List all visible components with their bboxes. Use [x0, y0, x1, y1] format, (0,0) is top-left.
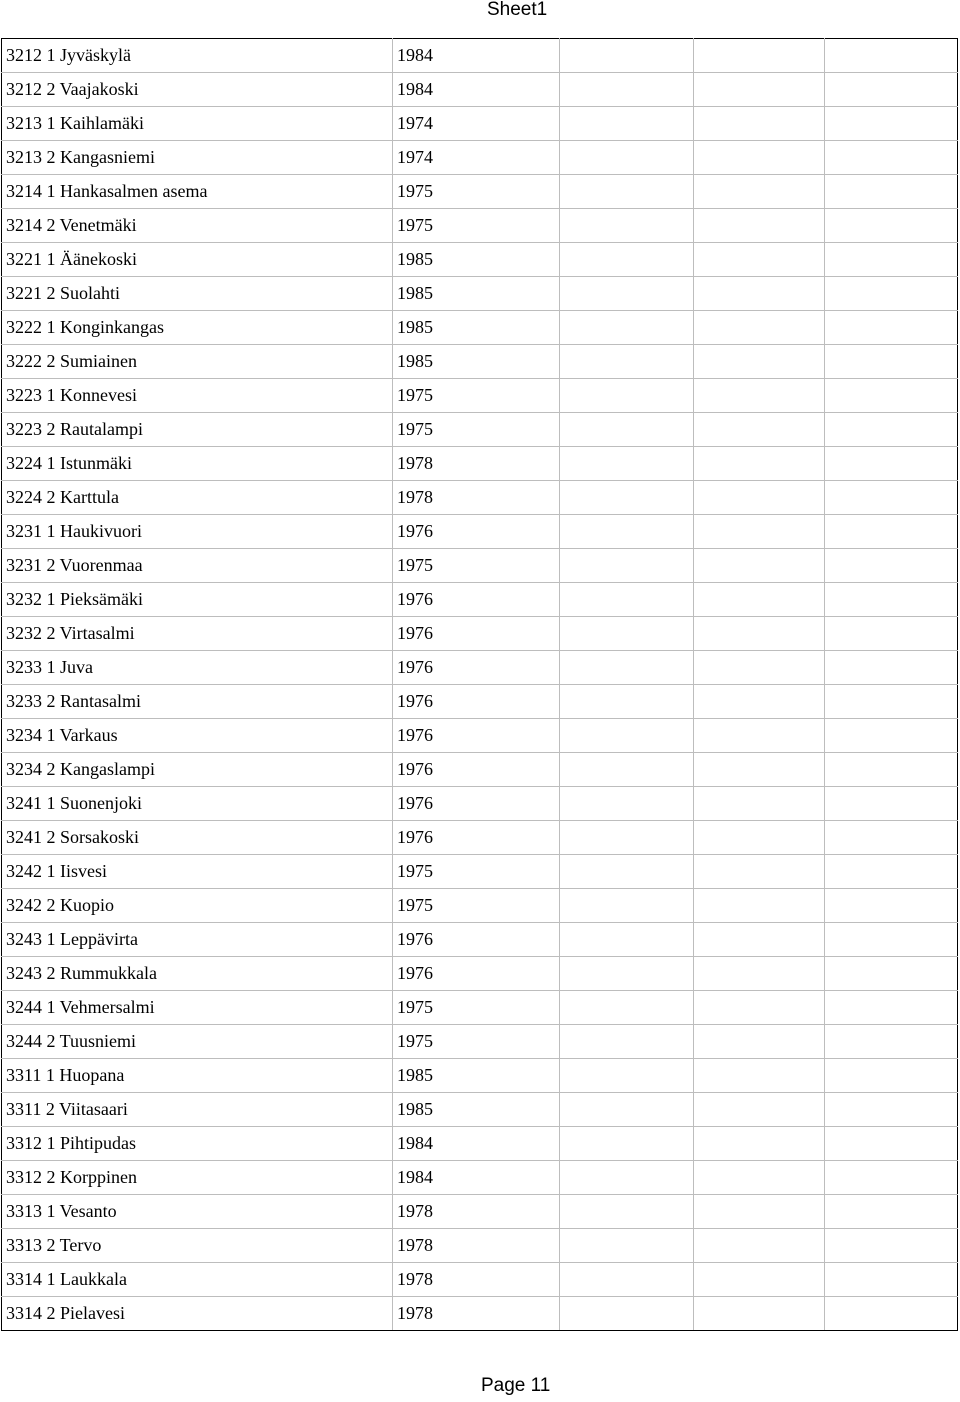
empty-cell — [825, 379, 958, 413]
empty-cell — [825, 685, 958, 719]
station-name-cell: 3234 1 Varkaus — [2, 719, 393, 753]
station-name-cell: 3312 2 Korppinen — [2, 1161, 393, 1195]
station-name-cell: 3231 1 Haukivuori — [2, 515, 393, 549]
table-row — [2, 1161, 958, 1195]
year-cell: 1978 — [393, 1263, 560, 1297]
table-row — [2, 175, 958, 209]
station-name-cell: 3231 2 Vuorenmaa — [2, 549, 393, 583]
empty-cell — [560, 447, 694, 481]
year-cell: 1976 — [393, 719, 560, 753]
empty-cell — [560, 685, 694, 719]
empty-cell — [694, 889, 825, 923]
station-name-cell: 3313 1 Vesanto — [2, 1195, 393, 1229]
empty-cell — [560, 719, 694, 753]
year-cell: 1978 — [393, 1195, 560, 1229]
station-name-cell: 3241 1 Suonenjoki — [2, 787, 393, 821]
empty-cell — [825, 107, 958, 141]
empty-cell — [825, 141, 958, 175]
station-name-cell: 3223 2 Rautalampi — [2, 413, 393, 447]
year-cell: 1975 — [393, 413, 560, 447]
table-row — [2, 855, 958, 889]
station-name-cell: 3222 2 Sumiainen — [2, 345, 393, 379]
empty-cell — [560, 39, 694, 73]
empty-cell — [560, 243, 694, 277]
table-row — [2, 515, 958, 549]
empty-cell — [560, 277, 694, 311]
year-cell: 1976 — [393, 923, 560, 957]
year-cell: 1985 — [393, 1059, 560, 1093]
table-row — [2, 719, 958, 753]
empty-cell — [825, 651, 958, 685]
empty-cell — [694, 413, 825, 447]
year-cell: 1984 — [393, 73, 560, 107]
empty-cell — [560, 209, 694, 243]
year-cell: 1985 — [393, 345, 560, 379]
empty-cell — [694, 379, 825, 413]
year-cell: 1975 — [393, 855, 560, 889]
table-row — [2, 1297, 958, 1331]
empty-cell — [694, 311, 825, 345]
empty-cell — [694, 1229, 825, 1263]
empty-cell — [825, 209, 958, 243]
empty-cell — [825, 311, 958, 345]
table-row — [2, 753, 958, 787]
table-row — [2, 787, 958, 821]
spreadsheet-body — [2, 39, 958, 1331]
year-cell: 1984 — [393, 1127, 560, 1161]
empty-cell — [825, 855, 958, 889]
table-row — [2, 957, 958, 991]
empty-cell — [694, 991, 825, 1025]
empty-cell — [825, 515, 958, 549]
empty-cell — [560, 413, 694, 447]
year-cell: 1978 — [393, 1229, 560, 1263]
table-row — [2, 685, 958, 719]
empty-cell — [560, 617, 694, 651]
table-row — [2, 379, 958, 413]
station-name-cell: 3311 1 Huopana — [2, 1059, 393, 1093]
empty-cell — [825, 481, 958, 515]
station-name-cell: 3214 2 Venetmäki — [2, 209, 393, 243]
empty-cell — [825, 821, 958, 855]
year-cell: 1976 — [393, 651, 560, 685]
table-row — [2, 889, 958, 923]
empty-cell — [694, 39, 825, 73]
empty-cell — [560, 379, 694, 413]
year-cell: 1984 — [393, 1161, 560, 1195]
station-name-cell: 3214 1 Hankasalmen asema — [2, 175, 393, 209]
empty-cell — [825, 413, 958, 447]
station-name-cell: 3232 2 Virtasalmi — [2, 617, 393, 651]
empty-cell — [694, 821, 825, 855]
station-name-cell: 3224 2 Karttula — [2, 481, 393, 515]
empty-cell — [560, 583, 694, 617]
station-name-cell: 3213 1 Kaihlamäki — [2, 107, 393, 141]
empty-cell — [825, 447, 958, 481]
station-name-cell: 3223 1 Konnevesi — [2, 379, 393, 413]
year-cell: 1975 — [393, 175, 560, 209]
year-cell: 1978 — [393, 481, 560, 515]
empty-cell — [694, 107, 825, 141]
table-row — [2, 651, 958, 685]
empty-cell — [560, 515, 694, 549]
empty-cell — [825, 1025, 958, 1059]
year-cell: 1985 — [393, 243, 560, 277]
table-row — [2, 549, 958, 583]
station-name-cell: 3311 2 Viitasaari — [2, 1093, 393, 1127]
table-row — [2, 991, 958, 1025]
empty-cell — [560, 1093, 694, 1127]
empty-cell — [560, 1229, 694, 1263]
empty-cell — [825, 753, 958, 787]
empty-cell — [825, 787, 958, 821]
empty-cell — [825, 1263, 958, 1297]
empty-cell — [825, 957, 958, 991]
table-row — [2, 243, 958, 277]
empty-cell — [560, 787, 694, 821]
table-row — [2, 1093, 958, 1127]
empty-cell — [825, 719, 958, 753]
year-cell: 1985 — [393, 1093, 560, 1127]
empty-cell — [694, 583, 825, 617]
empty-cell — [560, 141, 694, 175]
empty-cell — [825, 1059, 958, 1093]
table-row — [2, 73, 958, 107]
empty-cell — [825, 923, 958, 957]
empty-cell — [694, 243, 825, 277]
empty-cell — [694, 923, 825, 957]
station-name-cell: 3212 2 Vaajakoski — [2, 73, 393, 107]
table-row — [2, 1025, 958, 1059]
empty-cell — [694, 617, 825, 651]
empty-cell — [694, 1093, 825, 1127]
year-cell: 1975 — [393, 549, 560, 583]
year-cell: 1975 — [393, 1025, 560, 1059]
station-name-cell: 3312 1 Pihtipudas — [2, 1127, 393, 1161]
station-name-cell: 3313 2 Tervo — [2, 1229, 393, 1263]
year-cell: 1976 — [393, 583, 560, 617]
station-name-cell: 3233 2 Rantasalmi — [2, 685, 393, 719]
empty-cell — [825, 549, 958, 583]
empty-cell — [694, 175, 825, 209]
sheet-title: Sheet1 — [487, 0, 548, 20]
empty-cell — [560, 107, 694, 141]
empty-cell — [560, 1127, 694, 1161]
empty-cell — [825, 1093, 958, 1127]
table-row — [2, 583, 958, 617]
page-number: Page 11 — [481, 1375, 551, 1396]
empty-cell — [560, 855, 694, 889]
empty-cell — [560, 651, 694, 685]
empty-cell — [825, 243, 958, 277]
spreadsheet-table — [1, 38, 958, 1331]
table-row — [2, 821, 958, 855]
empty-cell — [694, 1059, 825, 1093]
empty-cell — [825, 345, 958, 379]
empty-cell — [694, 481, 825, 515]
year-cell: 1975 — [393, 991, 560, 1025]
table-row — [2, 1263, 958, 1297]
empty-cell — [694, 719, 825, 753]
empty-cell — [825, 1161, 958, 1195]
station-name-cell: 3221 1 Äänekoski — [2, 243, 393, 277]
table-row — [2, 209, 958, 243]
year-cell: 1976 — [393, 753, 560, 787]
empty-cell — [694, 1025, 825, 1059]
empty-cell — [694, 855, 825, 889]
year-cell: 1978 — [393, 1297, 560, 1331]
empty-cell — [694, 141, 825, 175]
empty-cell — [560, 175, 694, 209]
station-name-cell: 3242 2 Kuopio — [2, 889, 393, 923]
empty-cell — [825, 889, 958, 923]
empty-cell — [560, 549, 694, 583]
empty-cell — [825, 73, 958, 107]
empty-cell — [694, 1161, 825, 1195]
empty-cell — [694, 1195, 825, 1229]
empty-cell — [694, 1263, 825, 1297]
empty-cell — [694, 1297, 825, 1331]
empty-cell — [694, 515, 825, 549]
empty-cell — [694, 549, 825, 583]
year-cell: 1976 — [393, 617, 560, 651]
empty-cell — [694, 651, 825, 685]
station-name-cell: 3242 1 Iisvesi — [2, 855, 393, 889]
year-cell: 1974 — [393, 141, 560, 175]
station-name-cell: 3314 2 Pielavesi — [2, 1297, 393, 1331]
table-row — [2, 311, 958, 345]
table-row — [2, 1229, 958, 1263]
table-row — [2, 1059, 958, 1093]
empty-cell — [694, 447, 825, 481]
empty-cell — [560, 311, 694, 345]
table-row — [2, 345, 958, 379]
empty-cell — [694, 957, 825, 991]
empty-cell — [560, 753, 694, 787]
empty-cell — [560, 889, 694, 923]
table-row — [2, 39, 958, 73]
empty-cell — [825, 1229, 958, 1263]
empty-cell — [560, 991, 694, 1025]
empty-cell — [560, 1297, 694, 1331]
year-cell: 1976 — [393, 821, 560, 855]
station-name-cell: 3243 1 Leppävirta — [2, 923, 393, 957]
empty-cell — [694, 1127, 825, 1161]
empty-cell — [694, 787, 825, 821]
empty-cell — [825, 277, 958, 311]
table-row — [2, 447, 958, 481]
year-cell: 1976 — [393, 957, 560, 991]
year-cell: 1976 — [393, 515, 560, 549]
table-row — [2, 923, 958, 957]
empty-cell — [560, 73, 694, 107]
year-cell: 1985 — [393, 277, 560, 311]
station-name-cell: 3221 2 Suolahti — [2, 277, 393, 311]
year-cell: 1984 — [393, 39, 560, 73]
station-name-cell: 3233 1 Juva — [2, 651, 393, 685]
year-cell: 1976 — [393, 685, 560, 719]
empty-cell — [694, 753, 825, 787]
empty-cell — [694, 345, 825, 379]
empty-cell — [825, 1297, 958, 1331]
year-cell: 1975 — [393, 889, 560, 923]
table-row — [2, 107, 958, 141]
empty-cell — [825, 583, 958, 617]
empty-cell — [825, 1127, 958, 1161]
empty-cell — [694, 277, 825, 311]
station-name-cell: 3222 1 Konginkangas — [2, 311, 393, 345]
empty-cell — [560, 957, 694, 991]
empty-cell — [560, 923, 694, 957]
empty-cell — [694, 209, 825, 243]
station-name-cell: 3224 1 Istunmäki — [2, 447, 393, 481]
station-name-cell: 3243 2 Rummukkala — [2, 957, 393, 991]
table-row — [2, 617, 958, 651]
empty-cell — [560, 1025, 694, 1059]
year-cell: 1974 — [393, 107, 560, 141]
empty-cell — [825, 1195, 958, 1229]
station-name-cell: 3232 1 Pieksämäki — [2, 583, 393, 617]
station-name-cell: 3314 1 Laukkala — [2, 1263, 393, 1297]
station-name-cell: 3213 2 Kangasniemi — [2, 141, 393, 175]
empty-cell — [560, 1195, 694, 1229]
table-row — [2, 1127, 958, 1161]
empty-cell — [694, 685, 825, 719]
year-cell: 1985 — [393, 311, 560, 345]
station-name-cell: 3241 2 Sorsakoski — [2, 821, 393, 855]
station-name-cell: 3212 1 Jyväskylä — [2, 39, 393, 73]
table-row — [2, 413, 958, 447]
station-name-cell: 3244 2 Tuusniemi — [2, 1025, 393, 1059]
table-row — [2, 481, 958, 515]
year-cell: 1975 — [393, 209, 560, 243]
empty-cell — [825, 991, 958, 1025]
year-cell: 1978 — [393, 447, 560, 481]
empty-cell — [560, 1263, 694, 1297]
empty-cell — [560, 1161, 694, 1195]
empty-cell — [694, 73, 825, 107]
empty-cell — [560, 345, 694, 379]
year-cell: 1975 — [393, 379, 560, 413]
empty-cell — [560, 1059, 694, 1093]
year-cell: 1976 — [393, 787, 560, 821]
empty-cell — [560, 821, 694, 855]
table-row — [2, 277, 958, 311]
empty-cell — [825, 39, 958, 73]
table-row — [2, 1195, 958, 1229]
empty-cell — [825, 175, 958, 209]
empty-cell — [560, 481, 694, 515]
station-name-cell: 3244 1 Vehmersalmi — [2, 991, 393, 1025]
table-row — [2, 141, 958, 175]
empty-cell — [825, 617, 958, 651]
station-name-cell: 3234 2 Kangaslampi — [2, 753, 393, 787]
